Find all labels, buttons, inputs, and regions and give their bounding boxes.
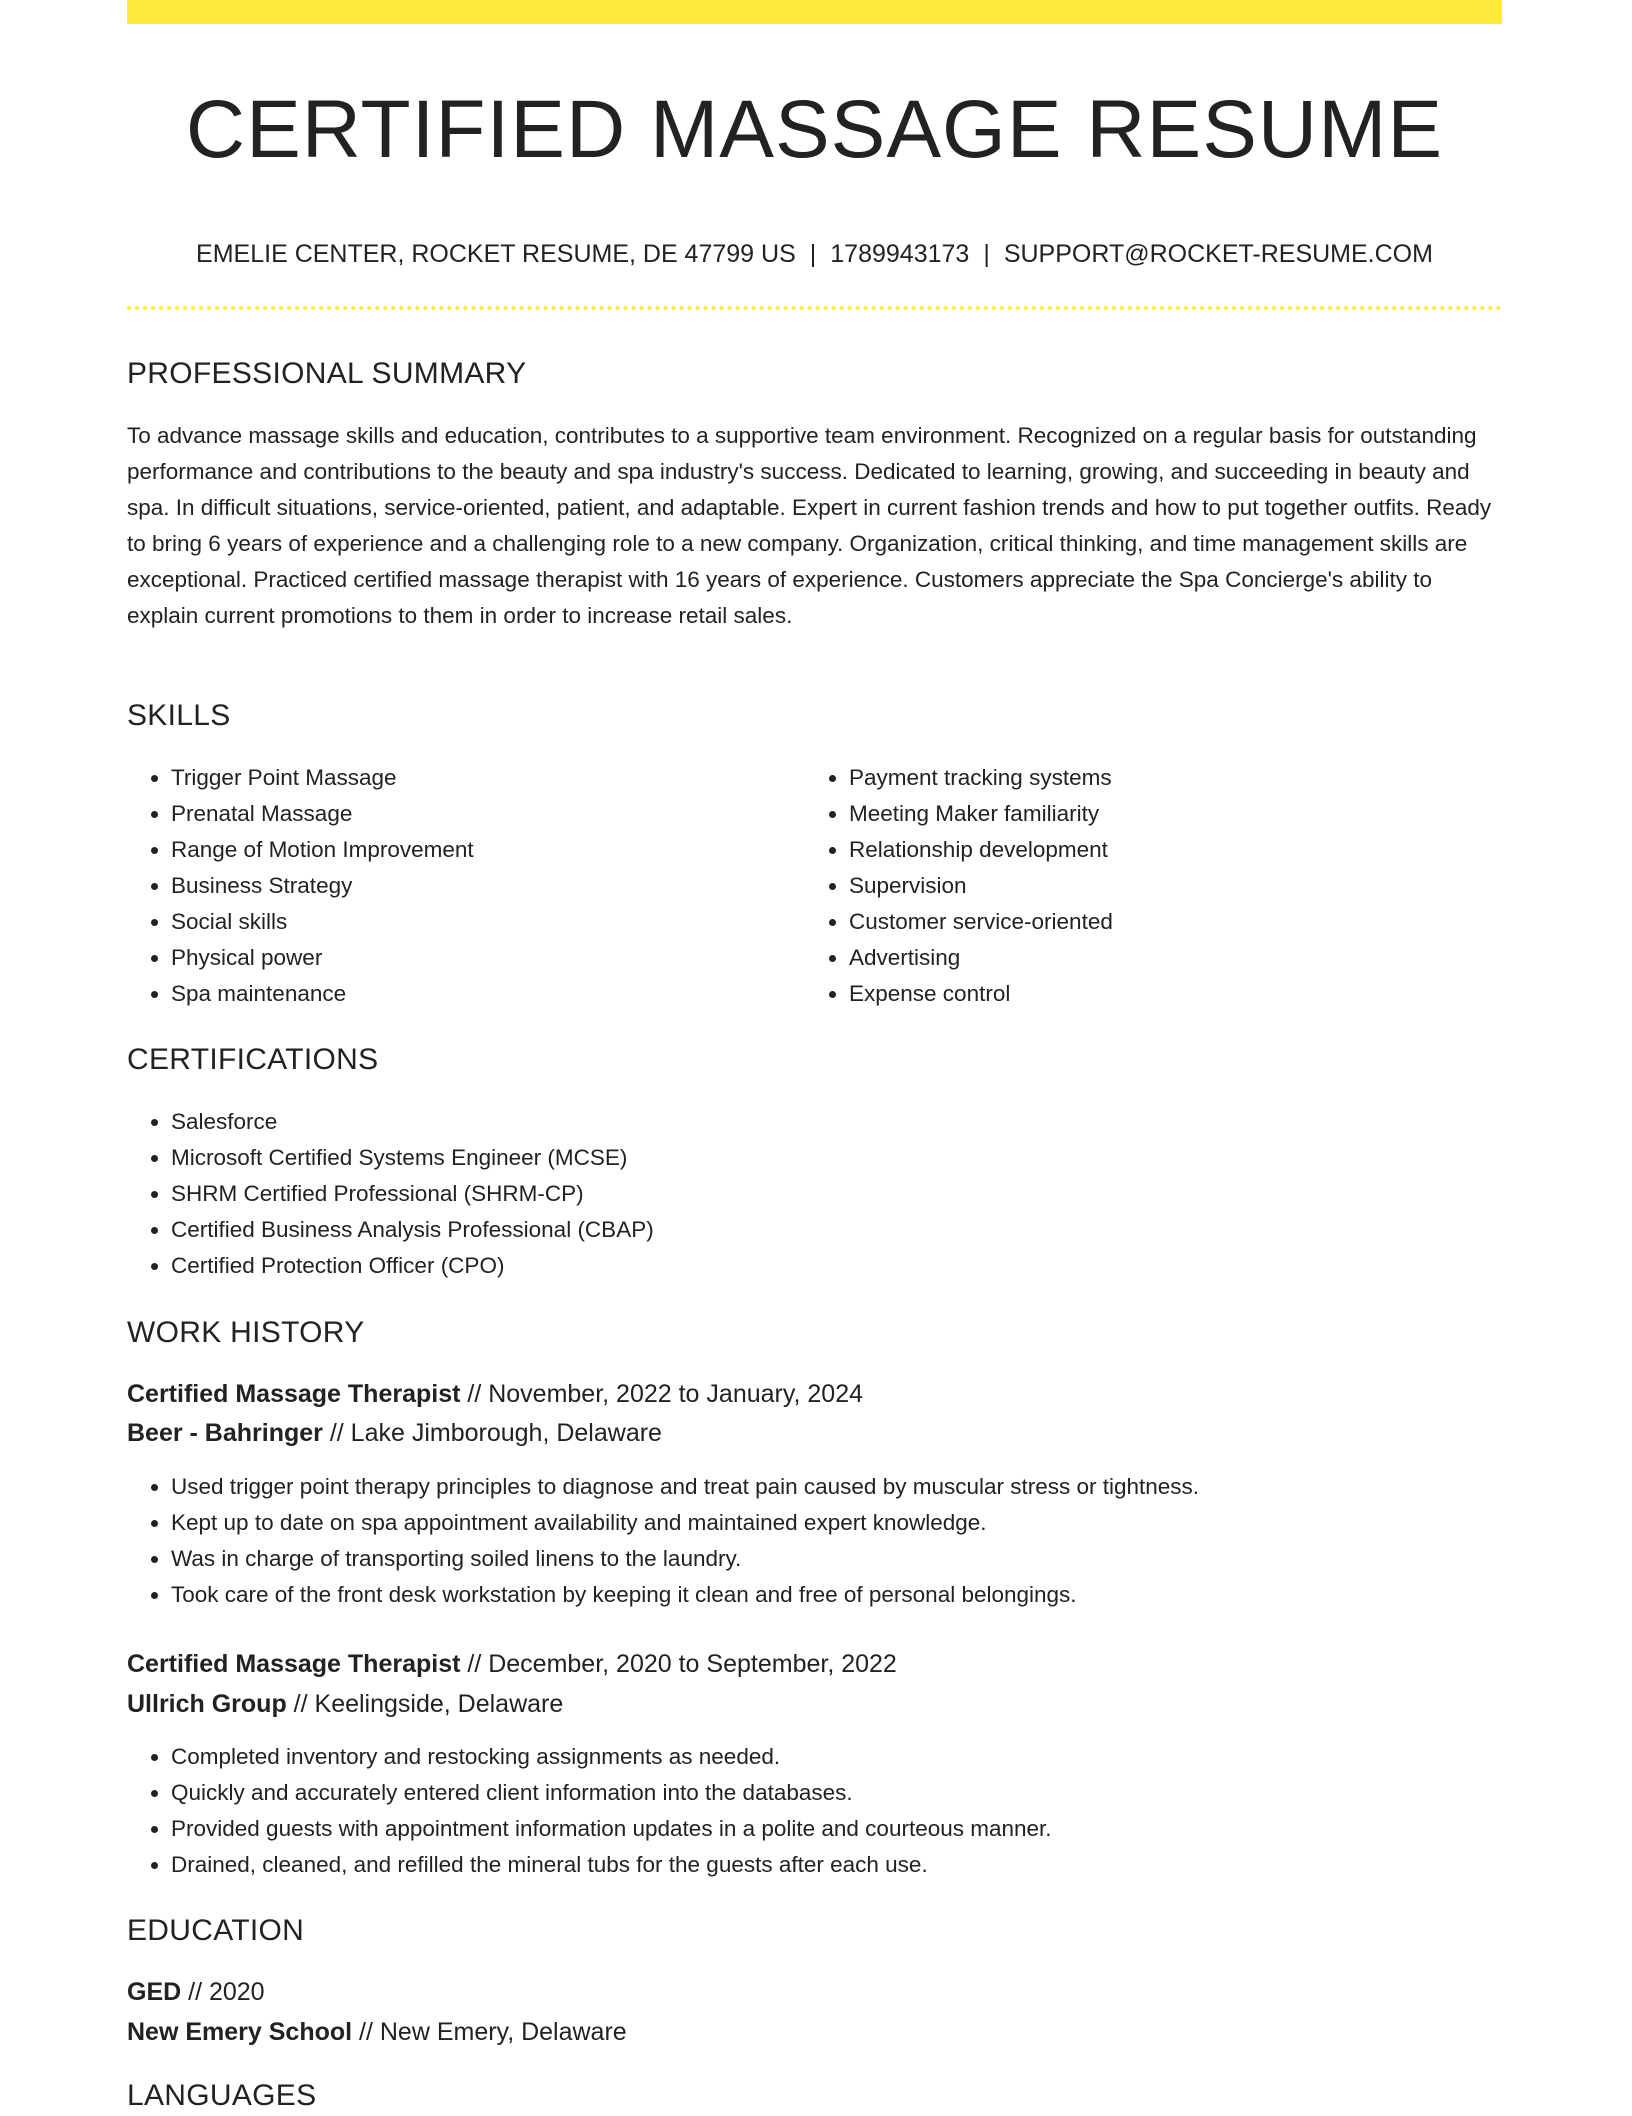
education-school-line (127, 2013, 627, 2051)
list-item: • Was in charge of transporting soiled linens to the laundry. (171, 1541, 1501, 1577)
dotted-divider (127, 306, 1502, 310)
job-title: Certified Massage Therapist (127, 1650, 461, 1678)
contact-email: SUPPORT@ROCKET-RESUME.COM (1003, 240, 1433, 268)
list-item: • Prenatal Massage (171, 796, 811, 832)
education-year: // 2020 (181, 1978, 265, 2006)
education-degree: GED (127, 1978, 182, 2006)
contact-separator: | (809, 240, 817, 268)
list-item: • SHRM Certified Professional (SHRM-CP) (171, 1176, 1471, 1212)
languages-heading: LANGUAGES (127, 2079, 317, 2112)
list-item: • Quickly and accurately entered client information into the databases. (171, 1775, 1501, 1811)
list-item: • Used trigger point therapy principles to diagnose and treat pain caused by muscular stress or tightness. (171, 1469, 1501, 1505)
list-item: • Physical power (171, 940, 811, 976)
summary-text: To advance massage skills and education, contributes to a supportive team environment. Recognized on a regular basis for outstanding performance and contributions to the beauty and spa industry's success. Dedicated to learning, growing, and succeeding in beauty and spa. In difficult situations, service-oriented, patient, and adaptable. Expert in current fashion trends and how to put together outfits. Ready to bring 6 years of experience and a challenging role to a new company. Organization, critical thinking, and time management skills are exceptional. Practiced certified massage therapist with 16 years of experience. Customers appreciate the Spa Concierge's ability to explain current promotions to them in order to increase retail sales. (127, 423, 1492, 628)
list-item: • Relationship development (849, 832, 1529, 868)
list-item: • Trigger Point Massage (171, 760, 811, 796)
resume-page (127, 0, 1502, 2112)
list-item: • Spa maintenance (171, 976, 811, 1012)
contact-phone: 1789943173 (830, 240, 970, 268)
skills-list-left (127, 760, 811, 1012)
job-company-line (127, 1685, 563, 1723)
contact-separator: | (983, 240, 990, 268)
job-title: Certified Massage Therapist (127, 1380, 461, 1408)
work-history-heading: WORK HISTORY (127, 1316, 365, 1349)
job-dates: // December, 2020 to September, 2022 (460, 1650, 897, 1678)
list-item: • Kept up to date on spa appointment availability and maintained expert knowledge. (171, 1505, 1501, 1541)
list-item: • Expense control (849, 976, 1529, 1012)
list-item: • Provided guests with appointment information updates in a polite and courteous manner. (171, 1811, 1501, 1847)
list-item: • Certified Protection Officer (CPO) (171, 1248, 1471, 1284)
job-location: // Keelingside, Delaware (286, 1690, 564, 1718)
list-item: • Business Strategy (171, 868, 811, 904)
list-item: • Payment tracking systems (849, 760, 1529, 796)
summary-heading: PROFESSIONAL SUMMARY (127, 357, 527, 390)
list-item: • Microsoft Certified Systems Engineer (MCSE) (171, 1140, 1471, 1176)
list-item: • Meeting Maker familiarity (849, 796, 1529, 832)
job-company: Ullrich Group (127, 1690, 287, 1718)
list-item: • Range of Motion Improvement (171, 832, 811, 868)
resume-title: CERTIFIED MASSAGE RESUME (185, 84, 1444, 175)
education-heading: EDUCATION (127, 1914, 305, 1947)
list-item: • Customer service-oriented (849, 904, 1529, 940)
education-degree-line (127, 1973, 265, 2011)
education-location: // New Emery, Delaware (352, 2018, 627, 2046)
job-title-line (127, 1645, 897, 1683)
education-school: New Emery School (127, 2018, 353, 2046)
certifications-list (127, 1104, 1471, 1284)
job-bullets (127, 1739, 1501, 1883)
contact-line (127, 236, 1502, 272)
accent-bar (127, 0, 1502, 24)
list-item: • Took care of the front desk workstation by keeping it clean and free of personal belongings. (171, 1577, 1501, 1613)
job-dates: // November, 2022 to January, 2024 (460, 1380, 864, 1408)
job-bullets (127, 1469, 1501, 1613)
job-company: Beer - Bahringer (127, 1419, 323, 1447)
job-title-line (127, 1375, 863, 1413)
list-item: • Drained, cleaned, and refilled the mineral tubs for the guests after each use. (171, 1847, 1501, 1883)
certifications-heading: CERTIFICATIONS (127, 1043, 379, 1076)
skills-heading: SKILLS (127, 699, 231, 732)
job-location: // Lake Jimborough, Delaware (322, 1419, 662, 1447)
list-item: • Social skills (171, 904, 811, 940)
list-item: • Certified Business Analysis Professional (CBAP) (171, 1212, 1471, 1248)
list-item: • Completed inventory and restocking assignments as needed. (171, 1739, 1501, 1775)
list-item: • Salesforce (171, 1104, 1471, 1140)
skills-list-right (805, 760, 1529, 1012)
contact-address: EMELIE CENTER, ROCKET RESUME, DE 47799 US (196, 240, 796, 268)
list-item: • Advertising (849, 940, 1529, 976)
job-company-line (127, 1414, 662, 1452)
list-item: • Supervision (849, 868, 1529, 904)
